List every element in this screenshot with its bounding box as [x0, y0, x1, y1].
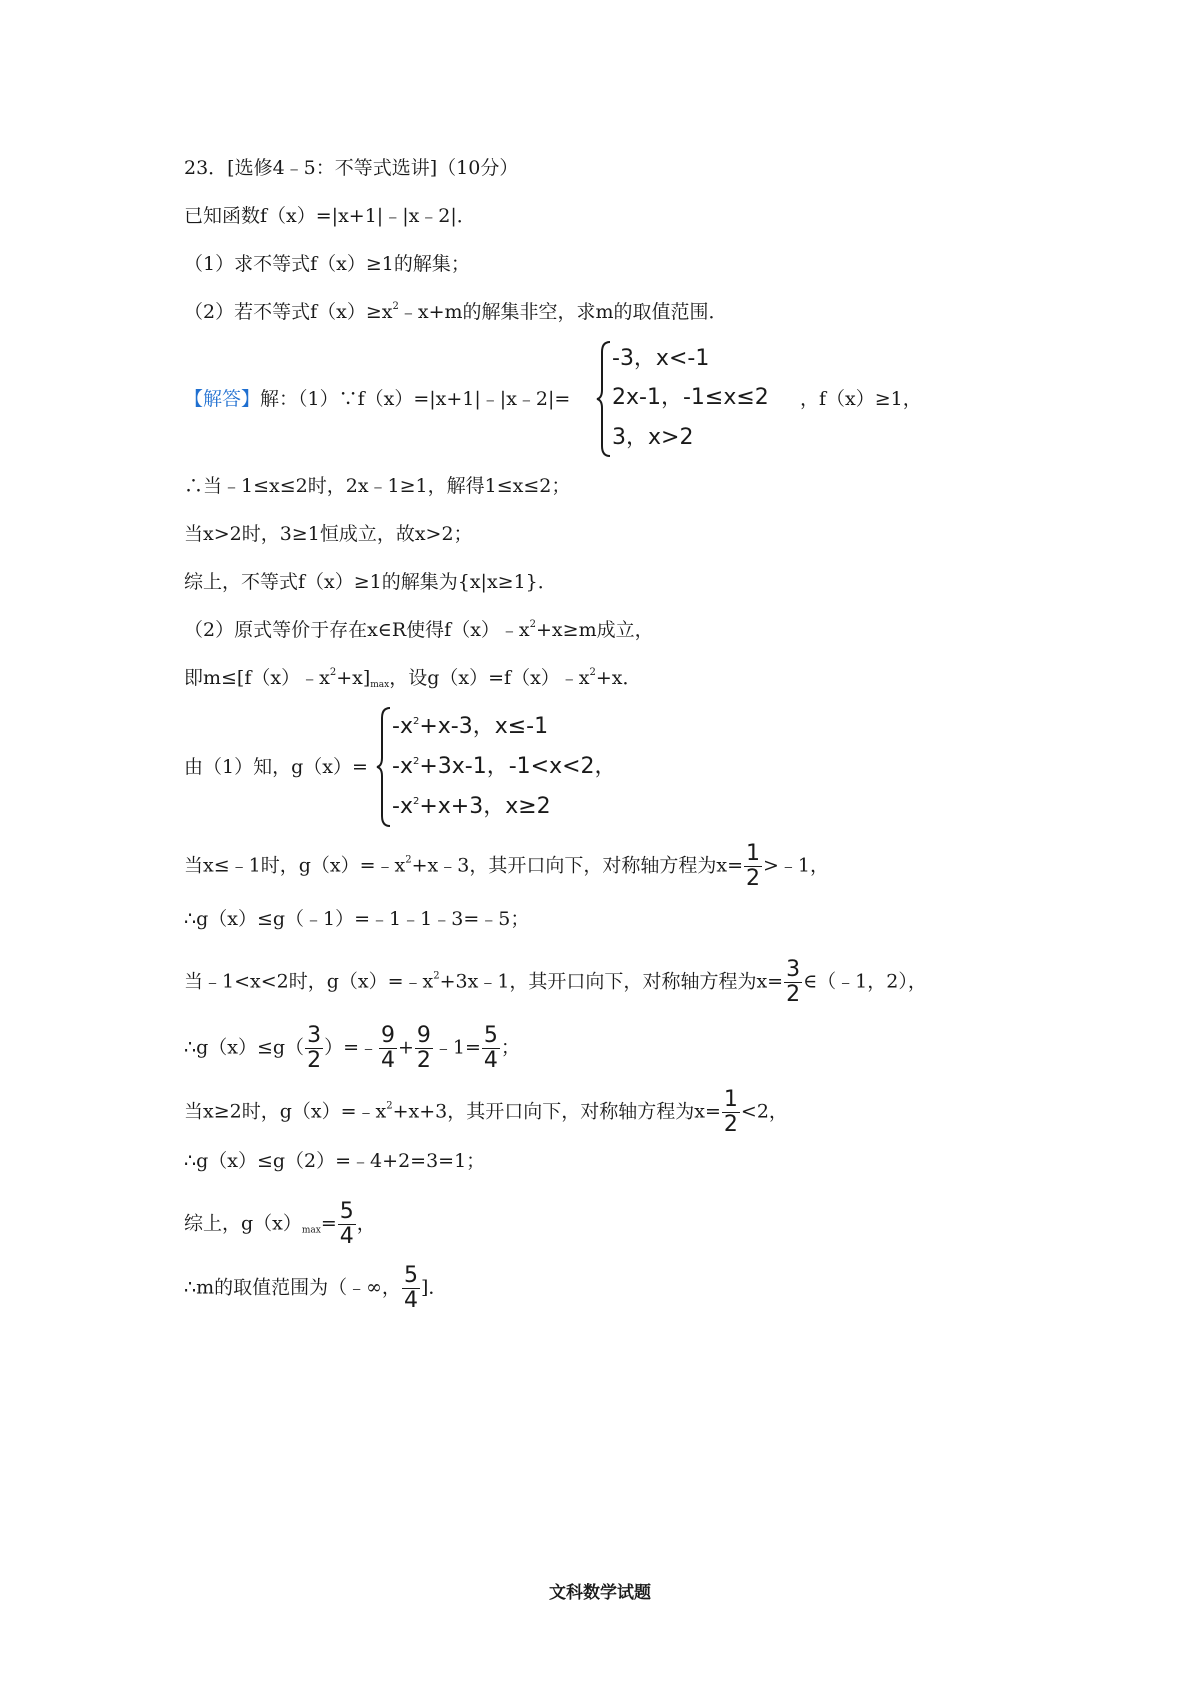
fraction: $\frac{9}{2}$ — [416, 1023, 431, 1073]
solution-intro-tail: ，f（x）≥1， — [800, 388, 922, 410]
g-intro: 由（1）知，g（x）= — [184, 756, 368, 778]
problem-given: 已知函数f（x）=|x+1|﹣|x﹣2|． — [184, 205, 476, 227]
g-case-3: $-x^2+x+3$，x≥2 — [392, 794, 551, 819]
solution-line-13: ∴m的取值范围为（﹣∞， $\frac{5}{4}$ ]． — [184, 1263, 448, 1313]
f-case-3: 3，x>2 — [612, 425, 694, 450]
fraction: $\frac{5}{4}$ — [339, 1199, 354, 1249]
fraction: $\frac{9}{4}$ — [380, 1023, 395, 1073]
left-brace-icon — [376, 706, 392, 828]
solution-line-12: 综上，$g(x)_{max}=$ $\frac{5}{4}$ ， — [184, 1199, 376, 1249]
problem-q1: （1）求不等式f（x）≥1的解集； — [184, 253, 470, 275]
fraction: $\frac{5}{4}$ — [403, 1263, 418, 1313]
solution-intro: 【解答】解：（1）∵f（x）=|x+1|﹣|x﹣2|= — [184, 388, 571, 410]
problem-header: 23．[选修4﹣5：不等式选讲]（10分） — [184, 157, 519, 179]
solution-line-7: ∴g（x）≤g（﹣1）=﹣1﹣1﹣3=﹣5； — [184, 908, 530, 930]
solution-line-10: 当x≥2时，$g(x)=﹣x^2+x+3$，其开口向下，对称轴方程为x= $\frac{1}{2}$ <2， — [184, 1087, 788, 1137]
solution-line-5: 即$m\le[f(x)﹣x^2+x]_{max}$，设$g(x)=f(x)﹣x^2+x$． — [184, 667, 642, 690]
solution-line-8: 当﹣1<x<2时，$g(x)=﹣x^2+3x﹣1$，其开口向下，对称轴方程为x= $\frac{3}{2}$ ∈（﹣1，2）， — [184, 957, 927, 1007]
g-case-2: $-x^2+3x-1$，-1<x<2， — [392, 754, 617, 779]
solution-tag: 【解答】 — [184, 388, 261, 410]
page-footer: 文科数学试题 — [549, 1583, 651, 1603]
f-case-2: 2x-1，-1≤x≤2 — [612, 385, 769, 410]
fraction: $\frac{1}{2}$ — [746, 841, 760, 891]
fraction: $\frac{1}{2}$ — [723, 1087, 738, 1137]
fraction: $\frac{3}{2}$ — [786, 957, 801, 1007]
left-brace-icon — [596, 340, 612, 458]
solution-line-3: 综上，不等式f（x）≥1的解集为{x|x≥1}． — [184, 571, 557, 593]
problem-q2: （2）若不等式$f(x)\ge x^2﹣x+m$的解集非空，求m的取值范围． — [184, 301, 728, 323]
solution-line-1: ∴当﹣1≤x≤2时，2x﹣1≥1，解得1≤x≤2； — [184, 475, 571, 497]
solution-line-2: 当x>2时，3≥1恒成立，故x>2； — [184, 523, 473, 545]
fraction: $\frac{5}{4}$ — [483, 1023, 498, 1073]
g-case-1: $-x^2+x-3$，x≤-1 — [392, 714, 549, 739]
solution-line-11: ∴g（x）≤g（2）=﹣4+2=3=1； — [184, 1150, 486, 1172]
fraction: $\frac{3}{2}$ — [307, 1023, 322, 1073]
solution-line-4: （2）原式等价于存在x∈R使得$f(x)﹣x^2+x\ge m$成立， — [184, 619, 654, 641]
solution-line-9: ∴g（x）≤g（ $\frac{3}{2}$ ）=﹣ $\frac{9}{4}$ + $\frac{9}{2}$ ﹣1= $\frac{5}{4}$ ； — [184, 1023, 520, 1073]
solution-line-6: 当x≤﹣1时，$g(x)=﹣x^2+x﹣3$，其开口向下，对称轴方程为x= $\frac{1}{2}$ >﹣1， — [184, 841, 830, 891]
f-case-1: -3，x<-1 — [612, 346, 710, 371]
